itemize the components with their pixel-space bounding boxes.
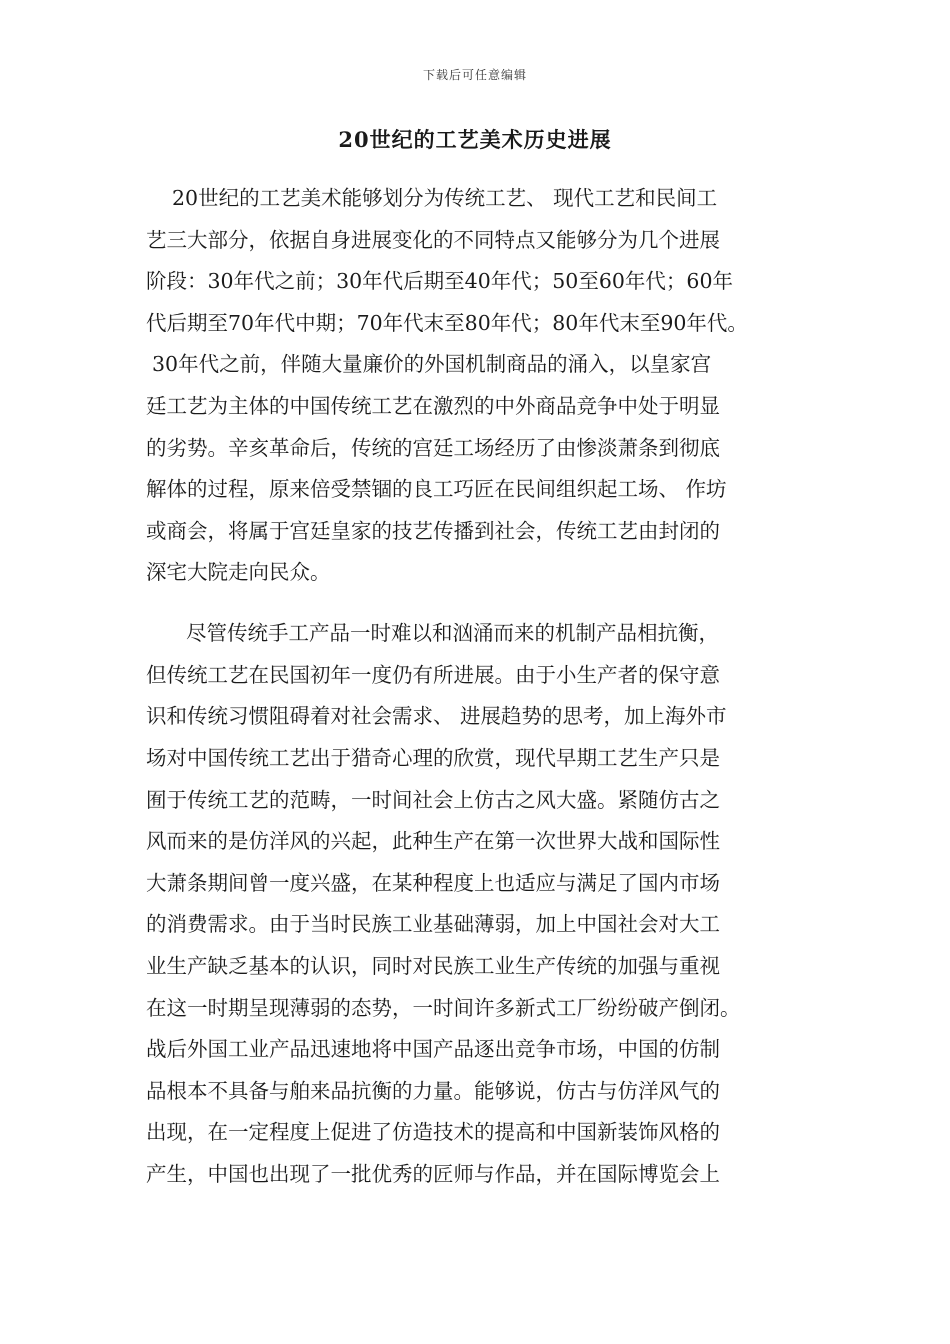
text-line: 业生产缺乏基本的认识，同时对民族工业生产传统的加强与重视: [146, 954, 720, 978]
text-line: 大萧条期间曾一度兴盛，在某种程度上也适应与满足了国内市场: [146, 871, 720, 895]
text-line: 出现，在一定程度上促进了仿造技术的提高和中国新装饰风格的: [146, 1120, 720, 1144]
page-title: 20世纪的工艺美术历史进展: [338, 127, 612, 152]
text-line: 产生，中国也出现了一批优秀的匠师与作品，并在国际博览会上: [146, 1162, 720, 1186]
text-line: 在这一时期呈现薄弱的态势，一时间许多新式工厂纷纷破产倒闭。: [146, 996, 741, 1020]
text-line: 阶段：30年代之前；30年代后期至40年代；50至60年代；60年: [146, 269, 734, 293]
text-line: 的消费需求。由于当时民族工业基础薄弱，加上中国社会对大工: [146, 912, 720, 936]
text-line: 识和传统习惯阻碍着对社会需求、 进展趋势的思考，加上海外市: [146, 704, 727, 728]
text-line: 深宅大院走向民众。: [146, 560, 331, 584]
text-line: 场对中国传统工艺出于猎奇心理的欣赏，现代早期工艺生产只是: [146, 746, 720, 770]
text-line: 囿于传统工艺的范畴，一时间社会上仿古之风大盛。紧随仿古之: [146, 788, 720, 812]
text-line: 或商会，将属于宫廷皇家的技艺传播到社会，传统工艺由封闭的: [146, 519, 720, 543]
text-line: 代后期至70年代中期；70年代末至80年代；80年代末至90年代。: [146, 311, 748, 335]
text-line: 品根本不具备与舶来品抗衡的力量。能够说，仿古与仿洋风气的: [146, 1079, 720, 1103]
text-line: 20世纪的工艺美术能够划分为传统工艺、 现代工艺和民间工: [172, 186, 718, 210]
text-line: 廷工艺为主体的中国传统工艺在激烈的中外商品竞争中处于明显: [146, 394, 720, 418]
text-line: 30年代之前，伴随大量廉价的外国机制商品的涌入，以皇家宫: [152, 352, 712, 376]
text-line: 但传统工艺在民国初年一度仍有所进展。由于小生产者的保守意: [146, 663, 720, 687]
text-line: 尽管传统手工产品一时难以和汹涌而来的机制产品相抗衡，: [186, 621, 719, 645]
text-line: 艺三大部分，依据自身进展变化的不同特点又能够分为几个进展: [146, 228, 720, 252]
text-line: 的劣势。辛亥革命后，传统的宫廷工场经历了由惨淡萧条到彻底: [146, 436, 720, 460]
text-line: 解体的过程，原来倍受禁锢的良工巧匠在民间组织起工场、 作坊: [146, 477, 727, 501]
text-line: 风而来的是仿洋风的兴起，此种生产在第一次世界大战和国际性: [146, 829, 720, 853]
text-line: 战后外国工业产品迅速地将中国产品逐出竞争市场，中国的仿制: [146, 1037, 720, 1061]
header-note: 下载后可任意编辑: [422, 68, 527, 82]
